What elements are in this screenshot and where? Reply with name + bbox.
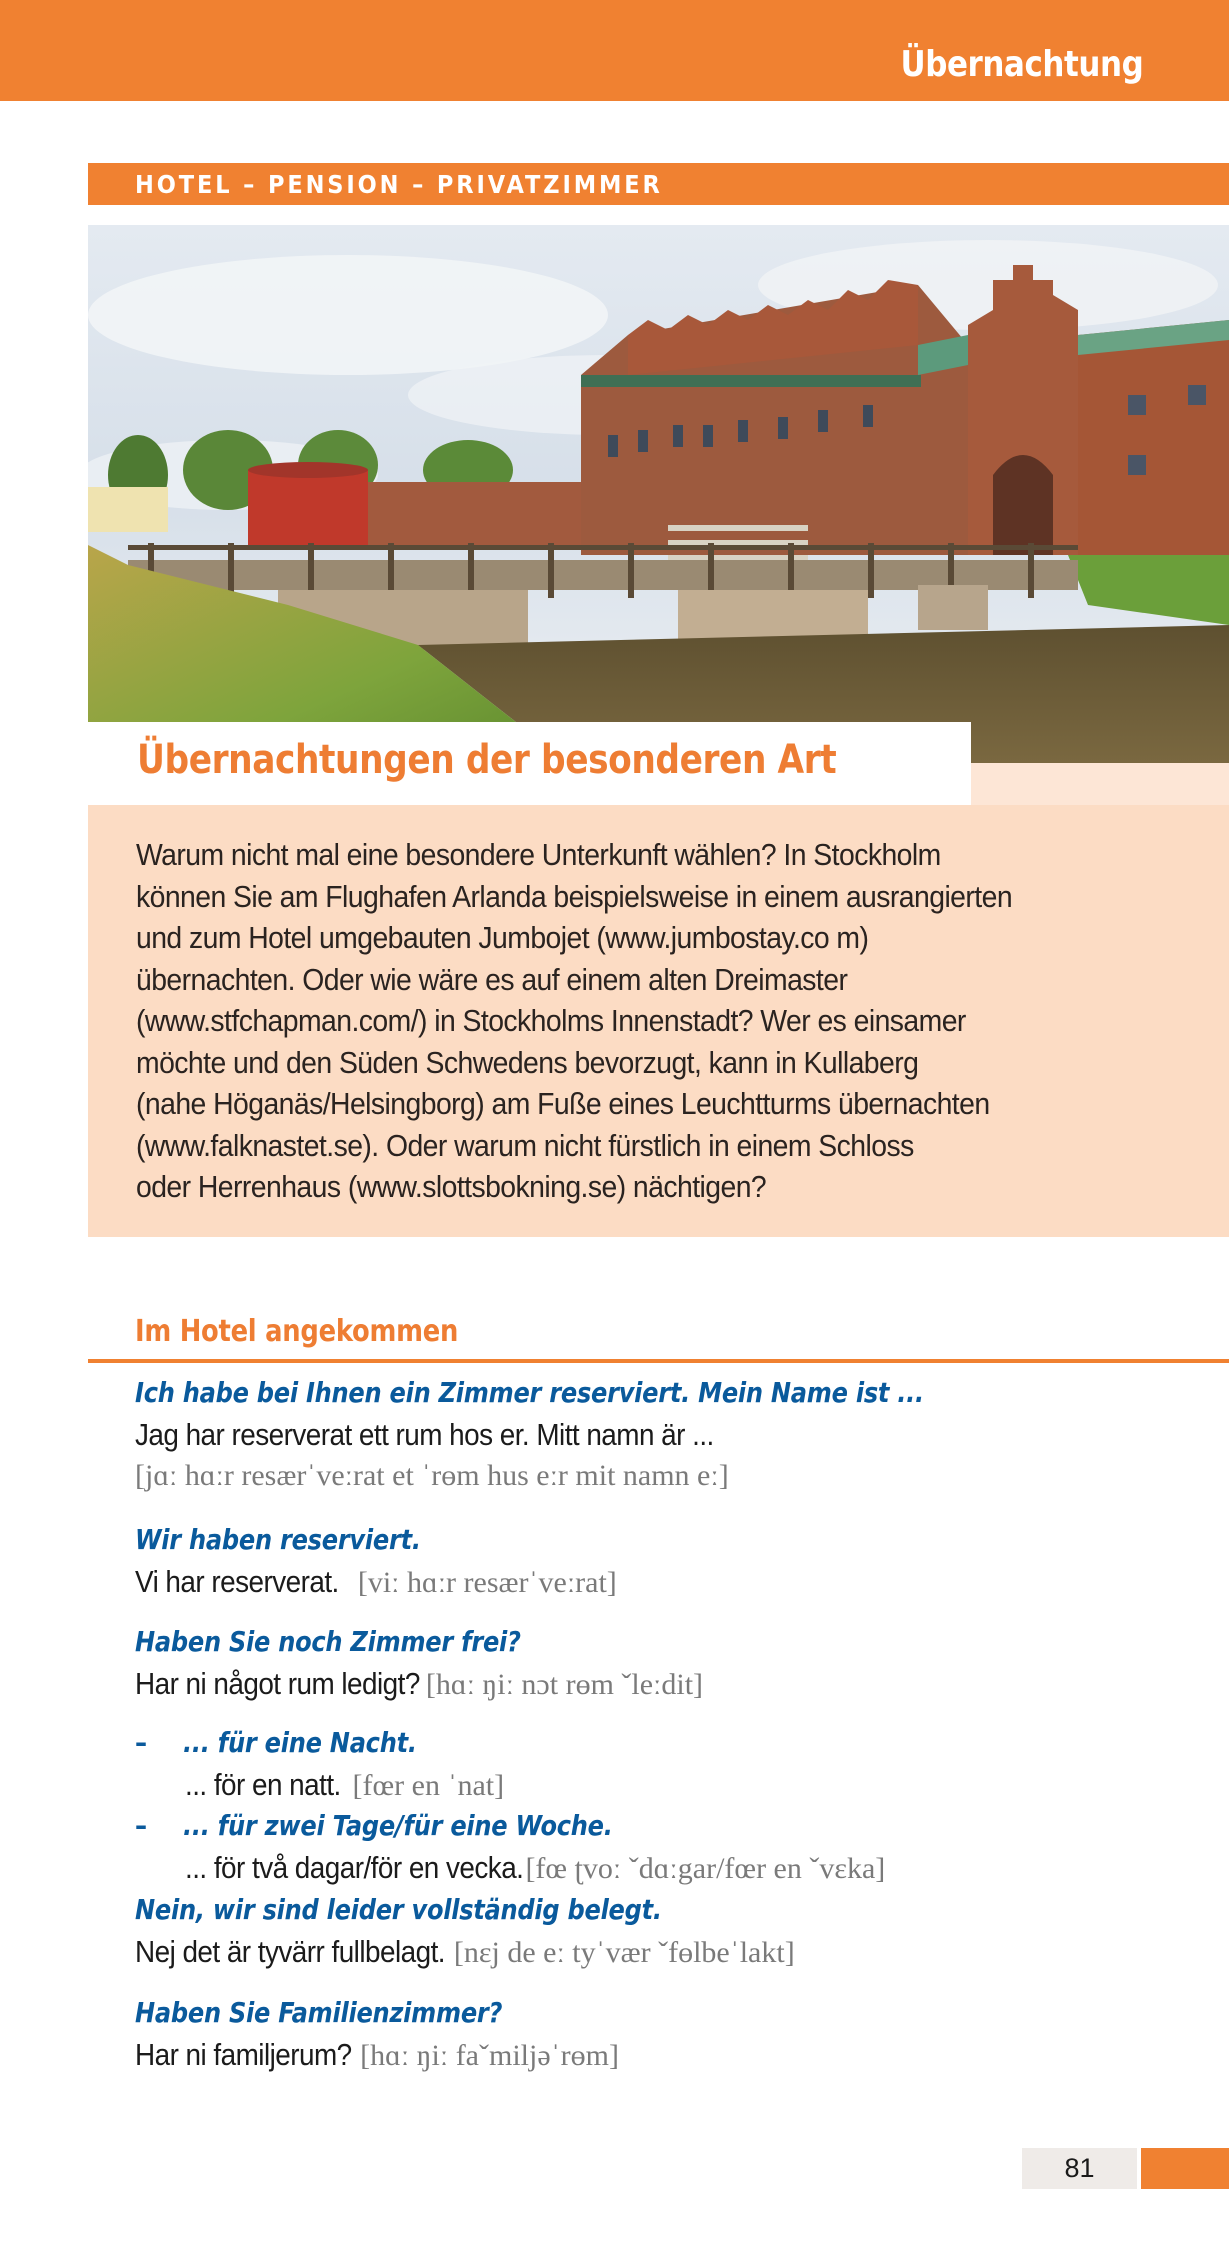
info-line: (www.stfchapman.com/) in Stockholms Innenstadt? Wer es einsamer [136, 1004, 966, 1038]
phrase-option-line [135, 1806, 683, 1851]
phrase-german: Nein, wir sind leider vollständig belegt. [135, 1893, 662, 1926]
phrase-german: ... für zwei Tage/für eine Woche. [183, 1809, 613, 1842]
phrase-german: Ich habe bei Ihnen ein Zimmer reserviert. Mein Name ist ... [135, 1376, 924, 1409]
info-box-title: Übernachtungen der besonderen Art [137, 737, 837, 783]
phrase-pronunciation: [hɑː ŋiː nɔt rɵm ˇleːdit] [425, 1668, 704, 1701]
chapter-title: Übernachtung [900, 44, 1143, 85]
subsection-heading: Im Hotel angekommen [135, 1314, 459, 1349]
info-line: können Sie am Flughafen Arlanda beispielsweise in einem ausrangierten [136, 879, 1013, 914]
phrase-pronunciation: [hɑː ŋiː faˇmiljəˈrɵm] [360, 2039, 619, 2072]
phrase-swedish-line [135, 1765, 504, 1811]
info-line: möchte und den Süden Schwedens bevorzugt, kann in Kullaberg [136, 1045, 919, 1080]
subsection-rule [88, 1359, 1229, 1363]
phrase-swedish: Har ni familjerum? [135, 2037, 352, 2072]
castle-photo-illustration [88, 225, 1229, 763]
phrase-swedish: Vi har reserverat. [135, 1564, 339, 1599]
phrase-option-line [135, 1723, 455, 1768]
option-dash: – [135, 1726, 147, 1759]
phrase-swedish: Jag har reserverat ett rum hos er. Mitt namn är ... [135, 1417, 714, 1452]
info-line: (www.falknastet.se). Oder warum nicht fürstlich in einem Schloss [136, 1128, 914, 1163]
info-line: Warum nicht mal eine besondere Unterkunft wählen? In Stockholm [136, 838, 941, 872]
phrase-swedish-line [135, 1932, 795, 1978]
page-number: 81 [1064, 2153, 1095, 2183]
phrase-pronunciation: [nɛj de eː tyˈvær ˇfɵlbeˈlakt] [453, 1936, 795, 1969]
info-line: übernachten. Oder wie wäre es auf einem alten Dreimaster [136, 962, 848, 997]
phrase-german: Wir haben reserviert. [135, 1523, 421, 1556]
info-box-body [136, 835, 1103, 1209]
info-line: und zum Hotel umgebauten Jumbojet (www.jumbostay.co m) [136, 921, 869, 955]
phrase-swedish-line [135, 2035, 619, 2081]
phrase-swedish: ... för två dagar/för en vecka. [185, 1850, 524, 1885]
chapter-header [0, 0, 1229, 101]
phrase-german: Haben Sie noch Zimmer frei? [135, 1625, 521, 1658]
castle-photo [88, 225, 1229, 763]
phrase-swedish: Har ni något rum ledigt? [135, 1666, 420, 1701]
info-box-title-container [88, 722, 971, 805]
phrase-swedish-line [135, 1848, 885, 1894]
phrase-swedish: Nej det är tyvärr fullbelagt. [135, 1934, 445, 1969]
info-box-top-strip [971, 763, 1229, 805]
section-band [88, 163, 1229, 205]
phrase-german: ... für eine Nacht. [183, 1726, 417, 1759]
phrase-swedish-line [135, 1664, 703, 1710]
phrase-pronunciation: [fœ ʈvoː ˇdɑːgar/fœr en ˇvɛka] [525, 1852, 886, 1885]
page-edge-tab [1141, 2148, 1229, 2189]
phrase-swedish: ... för en natt. [185, 1767, 341, 1802]
page-number-box [1022, 2148, 1137, 2189]
option-dash: – [135, 1809, 147, 1842]
info-box [88, 805, 1229, 1237]
phrase-german: Haben Sie Familienzimmer? [135, 1996, 503, 2029]
section-label: HOTEL – PENSION – PRIVATZIMMER [135, 170, 663, 199]
info-line: (nahe Höganäs/Helsingborg) am Fuße eines Leuchtturms übernachten [136, 1087, 990, 1121]
phrase-swedish-line [135, 1562, 617, 1608]
phrase-pronunciation: [viː hɑːr resærˈveːrat] [357, 1566, 617, 1599]
phrase-pronunciation: [fœr en ˈnat] [352, 1769, 505, 1802]
info-line: oder Herrenhaus (www.slottsbokning.se) nächtigen? [136, 1170, 767, 1204]
phrase-pronunciation: [jɑː hɑːr resærˈveːrat et ˈrɵm hus eːr mit namn eː] [135, 1459, 729, 1492]
